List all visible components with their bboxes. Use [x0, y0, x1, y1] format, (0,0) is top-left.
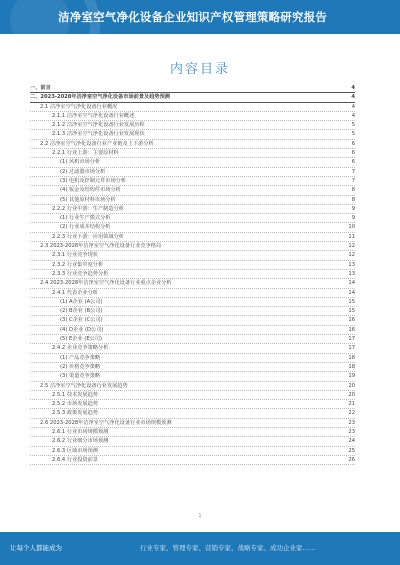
toc-entry-label: (3) 电机及控制元件市场分析: [60, 177, 127, 184]
toc-entry-label: 2.3 2023-2028年洁净室空气净化设备行业竞争格局: [40, 243, 162, 250]
toc-entry[interactable]: [30, 168, 355, 177]
toc-entry[interactable]: [30, 409, 355, 418]
table-of-contents: [30, 84, 355, 465]
toc-entry-page: 24: [348, 438, 355, 445]
toc-entry-page: 13: [348, 261, 355, 268]
toc-entry-label: 2.2 洁净室空气净化设备行业产业链及上下游分析: [40, 140, 154, 147]
toc-entry[interactable]: [30, 205, 355, 214]
toc-entry[interactable]: [30, 344, 355, 353]
toc-entry-page: 9: [351, 205, 355, 212]
toc-entry-page: 20: [348, 391, 355, 398]
report-title: 洁净室空气净化设备企业知识产权管理策略研究报告: [58, 10, 328, 24]
page-number: 1: [198, 513, 202, 519]
toc-entry-label: (1) 产品竞争策略: [60, 354, 101, 361]
toc-entry-page: 9: [351, 215, 355, 222]
toc-entry[interactable]: [30, 140, 355, 149]
toc-entry[interactable]: [30, 242, 355, 251]
toc-entry-page: 4: [351, 85, 355, 91]
toc-entry[interactable]: [30, 270, 355, 279]
toc-entry[interactable]: [30, 289, 355, 298]
toc-entry[interactable]: [30, 372, 355, 381]
toc-entry-page: 20: [348, 382, 355, 389]
toc-entry[interactable]: [30, 316, 355, 325]
toc-entry-label: (2) B企业 (B公司): [60, 308, 103, 315]
toc-entry-page: 4: [351, 103, 355, 110]
toc-entry-page: 21: [348, 401, 355, 408]
toc-entry-label: 2.5.1 技术发展趋势: [52, 391, 98, 398]
toc-entry-label: 2.3.1 行业竞争现状: [52, 252, 98, 259]
toc-entry[interactable]: [30, 447, 355, 456]
toc-entry-label: 2.5 洁净室空气净化设备行业发展趋势: [40, 382, 128, 389]
toc-entry[interactable]: [30, 223, 355, 232]
toc-entry-page: 15: [348, 298, 355, 305]
toc-entry-page: 16: [348, 317, 355, 324]
toc-entry[interactable]: [30, 456, 355, 465]
toc-entry-page: 4: [351, 94, 355, 101]
toc-entry[interactable]: [30, 400, 355, 409]
toc-entry-label: 2.2.1 行业上游：主要原材料: [52, 150, 119, 157]
toc-entry-page: 18: [348, 354, 355, 361]
toc-entry-label: (2) 行业成本结构分析: [60, 224, 111, 231]
toc-entry-label: 2.3.2 行业集中度分析: [52, 261, 104, 268]
toc-heading: 内容目录: [169, 62, 230, 77]
toc-entry[interactable]: [30, 354, 355, 363]
toc-entry-label: 2.1.3 洁净室空气净化设备行业发展现状: [52, 131, 145, 138]
toc-entry-label: 2.4 2023-2028年洁净室空气净化设备行业重点企业分析: [40, 280, 172, 287]
toc-entry[interactable]: [30, 196, 355, 205]
toc-entry-label: 2.3.3 行业竞争趋势分析: [52, 270, 109, 277]
toc-entry-page: 23: [348, 428, 355, 435]
toc-entry[interactable]: [30, 335, 355, 344]
toc-entry-label: 2.4.1 代表企业分析: [52, 289, 98, 296]
toc-entry-label: 2.4.2 企业竞争策略分析: [52, 345, 109, 352]
toc-entry-page: 17: [348, 345, 355, 352]
toc-entry[interactable]: [30, 437, 355, 446]
toc-entry-page: 12: [348, 243, 355, 250]
toc-entry-page: 8: [351, 187, 355, 194]
toc-entry-label: 2.2.2 行业中游：生产制造分析: [52, 205, 124, 212]
toc-entry-label: (3) C企业 (C公司): [60, 317, 103, 324]
toc-entry[interactable]: [30, 103, 355, 112]
toc-entry-page: 11: [348, 233, 355, 240]
toc-entry[interactable]: [30, 307, 355, 316]
toc-entry[interactable]: [30, 233, 355, 242]
toc-entry-page: 16: [348, 326, 355, 333]
toc-entry-label: 2.5.2 市场发展趋势: [52, 401, 98, 408]
toc-entry-label: (1) A企业 (A公司): [60, 298, 103, 305]
toc-entry-page: 19: [348, 373, 355, 380]
toc-entry-page: 5: [351, 122, 355, 129]
toc-entry-page: 7: [351, 168, 355, 175]
toc-entry-page: 18: [348, 363, 355, 370]
toc-entry[interactable]: [30, 382, 355, 391]
toc-entry-label: (1) 风机市场分析: [60, 159, 101, 166]
toc-entry[interactable]: [30, 93, 355, 102]
toc-entry[interactable]: [30, 419, 355, 428]
toc-entry[interactable]: [30, 326, 355, 335]
toc-entry-page: 22: [348, 410, 355, 417]
toc-entry[interactable]: [30, 279, 355, 288]
toc-entry[interactable]: [30, 84, 355, 93]
toc-entry-label: (3) 渠道竞争策略: [60, 373, 101, 380]
toc-entry-page: 6: [351, 140, 355, 147]
toc-entry-label: 2.6 2023-2028年洁净室空气净化设备行业市场规模预测: [40, 419, 172, 426]
toc-entry-label: 二、2023-2028年洁净室空气净化设备市场前景及趋势预测: [30, 94, 170, 101]
toc-entry[interactable]: [30, 363, 355, 372]
toc-entry-label: (1) 行业生产模式分析: [60, 215, 111, 222]
footer-tagline: 让每个人都能成为: [10, 544, 62, 552]
toc-entry-label: 2.5.3 政策发展趋势: [52, 410, 98, 417]
toc-entry-label: 一、前言: [30, 85, 51, 91]
toc-entry-label: (4) D企业 (D公司): [60, 326, 104, 333]
footer-slogan: 行业专家、管理专家、营销专家、战略专家、成功企业家……: [140, 544, 316, 552]
toc-entry-label: 2.6.3 区域市场预测: [52, 447, 98, 454]
toc-entry[interactable]: [30, 391, 355, 400]
toc-entry-page: 12: [348, 252, 355, 259]
toc-entry-label: 2.6.2 行业细分市场预测: [52, 438, 109, 445]
toc-entry-page: 23: [348, 419, 355, 426]
footer-banner: [0, 532, 400, 565]
toc-entry[interactable]: [30, 158, 355, 167]
toc-entry[interactable]: [30, 214, 355, 223]
toc-entry-page: 5: [351, 131, 355, 138]
toc-entry[interactable]: [30, 112, 355, 121]
toc-entry-page: 14: [348, 280, 355, 287]
toc-entry-page: 8: [351, 196, 355, 203]
toc-entry[interactable]: [30, 428, 355, 437]
toc-entry[interactable]: [30, 121, 355, 130]
toc-entry-page: 17: [348, 336, 355, 343]
toc-entry-label: (4) 钣金及结构件市场分析: [60, 187, 121, 194]
toc-entry[interactable]: [30, 186, 355, 195]
toc-entry-label: 2.1.1 洁净室空气净化设备行业概述: [52, 112, 135, 119]
toc-entry-label: 2.2.3 行业下游：应用领域分析: [52, 233, 124, 240]
toc-entry-page: 6: [351, 159, 355, 166]
toc-entry-label: 2.1 洁净室空气净化设备行业概况: [40, 103, 118, 110]
toc-entry[interactable]: [30, 261, 355, 270]
toc-entry-page: 25: [348, 447, 355, 454]
toc-entry-page: 4: [351, 112, 355, 119]
toc-entry[interactable]: [30, 149, 355, 158]
toc-entry-page: 6: [351, 150, 355, 157]
toc-entry[interactable]: [30, 130, 355, 139]
toc-entry-page: 26: [348, 456, 355, 463]
toc-entry-label: (5) E企业 (E公司): [60, 336, 102, 343]
toc-entry-page: 7: [351, 177, 355, 184]
toc-entry-label: (2) 价格竞争策略: [60, 363, 101, 370]
toc-entry-page: 10: [348, 224, 355, 231]
toc-entry[interactable]: [30, 177, 355, 186]
toc-entry-label: 2.1.2 洁净室空气净化设备行业发展历程: [52, 122, 145, 129]
toc-entry-page: 15: [348, 308, 355, 315]
header-banner: [0, 0, 400, 34]
toc-entry-label: 2.6.4 行业投资前景: [52, 456, 98, 463]
toc-entry-page: 13: [348, 270, 355, 277]
toc-entry-label: (2) 过滤器市场分析: [60, 168, 106, 175]
toc-entry[interactable]: [30, 251, 355, 260]
toc-entry-label: 2.6.1 行业市场规模预测: [52, 428, 109, 435]
toc-entry-label: (5) 其他原材料市场分析: [60, 196, 116, 203]
toc-entry-page: 14: [348, 289, 355, 296]
toc-entry[interactable]: [30, 298, 355, 307]
